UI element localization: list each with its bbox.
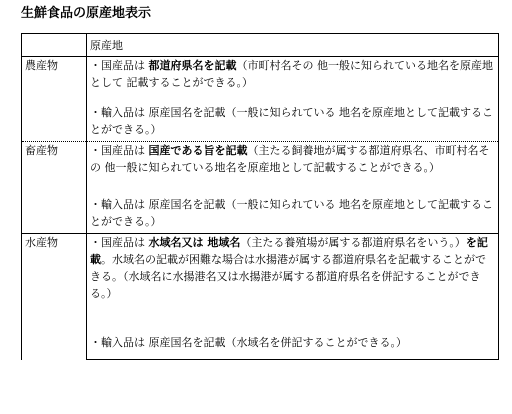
body-text: ・輸入品は 原産国名を記載（一般に知られている 地名を原産地として記載することができる。）	[90, 106, 493, 136]
body-text: ・輸入品は 原産国名を記載（水域名を併記することができる。）	[90, 336, 407, 349]
section-row	[22, 322, 499, 360]
table-header-row	[22, 34, 499, 57]
item-text	[90, 142, 495, 176]
item-domestic	[87, 234, 499, 323]
document-title: 生鮮食品の原産地表示	[21, 6, 152, 21]
item-imported	[87, 196, 499, 234]
emphasis-text: 国産である旨を記載	[148, 144, 248, 157]
item-text	[90, 57, 495, 91]
item-text	[90, 234, 495, 302]
emphasis-text: 都道府県名を記載	[148, 59, 237, 72]
body-text: （市町村名その 他一般に知られている地名を原産地として 記載することができる。）	[90, 59, 493, 89]
item-imported	[87, 322, 499, 360]
item-domestic	[87, 142, 499, 197]
body-text: ・輸入品は 原産国名を記載（一般に知られている 地名を原産地として記載することができる。）	[90, 198, 493, 228]
emphasis-text: を記載	[90, 236, 488, 266]
body-text: 。水域名の記載が困難な場合は水揚港が属する都道府県名を記載することができる。（水域名に水揚港名又は水揚港が属する都道府県名を併記することができる。）	[90, 253, 486, 300]
section-row	[22, 234, 499, 323]
body-text: ・国産品は	[90, 59, 149, 72]
section-row	[22, 57, 499, 95]
item-text	[90, 334, 495, 351]
category-agriculture: 農産物	[22, 57, 87, 142]
item-text	[90, 196, 495, 230]
header-blank-cell	[22, 34, 87, 57]
category-livestock: 畜産物	[22, 142, 87, 234]
body-text: （主たる養殖場が属する都道府県名をいう。）	[240, 236, 466, 249]
body-text: ・国産品は	[90, 144, 149, 157]
origin-labeling-table	[21, 33, 499, 360]
section-row	[22, 196, 499, 234]
item-imported	[87, 94, 499, 142]
body-text: ・国産品は	[90, 236, 149, 249]
section-row	[22, 142, 499, 197]
header-origin-cell: 原産地	[87, 34, 499, 57]
section-row	[22, 94, 499, 142]
emphasis-text: 水域名又は 地域名	[148, 236, 241, 249]
item-text	[90, 104, 495, 138]
body-text: （主たる飼養地が属する都道府県名、市町村名その 他一般に知られている地名を原産地として記載することができる。）	[90, 144, 490, 174]
category-fishery: 水産物	[22, 234, 87, 360]
item-domestic	[87, 57, 499, 95]
